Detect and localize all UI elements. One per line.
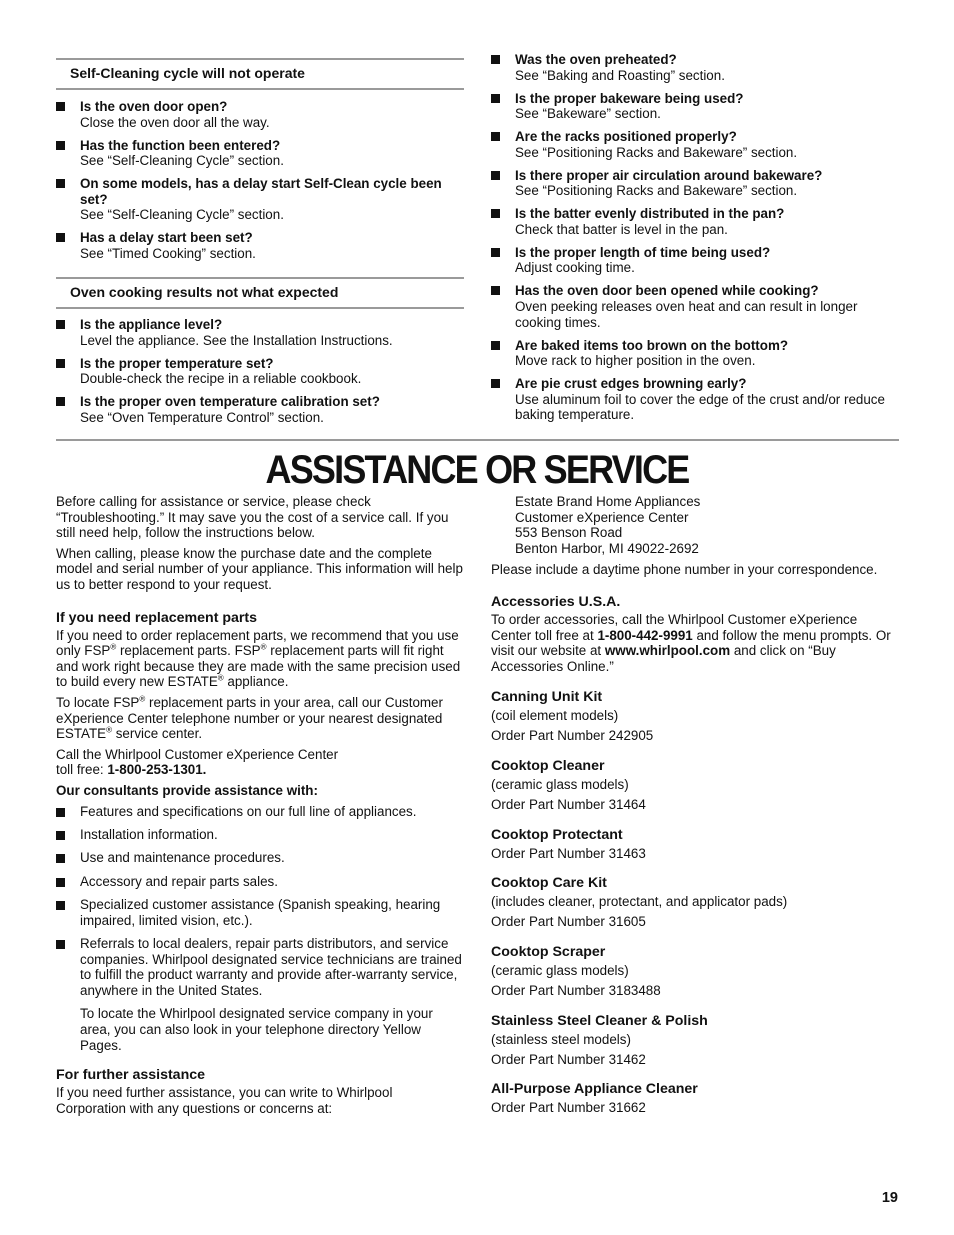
bullet-icon [491, 286, 500, 295]
self-clean-heading: Self-Cleaning cycle will not operate [56, 58, 464, 90]
list-item: Is the proper oven temperature calibration set? See “Oven Temperature Control” section. [56, 394, 464, 425]
bullet-icon [56, 854, 65, 863]
assistance-right-column [491, 494, 901, 1130]
bullet-icon [491, 55, 500, 64]
list-item: Is the appliance level? Level the appliance. See the Installation Instructions. [56, 317, 464, 348]
bullet-icon [56, 901, 65, 910]
locate-paragraph: To locate FSP® replacement parts in your area, call our Customer eXperience Center telephone number or your nearest designated ESTATE® service center. [56, 694, 443, 742]
bullet-icon [491, 341, 500, 350]
self-clean-section [56, 58, 464, 269]
product-entry: Cooktop Care Kit (includes cleaner, protectant, and applicator pads) Order Part Number 31605 [491, 875, 788, 930]
list-item: Features and specifications on our full line of appliances. [56, 804, 464, 820]
intro-paragraph: Before calling for assistance or service, please check “Troubleshooting.” It may save you the cost of a service call. If you still need help, follow the instructions below. [56, 494, 449, 541]
oven-results-section [56, 277, 464, 433]
list-item: Is the batter evenly distributed in the pan? Check that batter is level in the pan. [491, 206, 901, 237]
phone-note: Please include a daytime phone number in your correspondence. [491, 562, 878, 578]
list-item: Has a delay start been set? See “Timed Cooking” section. [56, 230, 464, 261]
product-entry: Cooktop Scraper (ceramic glass models) Order Part Number 3183488 [491, 944, 661, 999]
list-item: Has the oven door been opened while cooking? Oven peeking releases oven heat and can result in longer cooking times. [491, 283, 901, 330]
list-item: On some models, has a delay start Self-Clean cycle been set? See “Self-Cleaning Cycle” section. [56, 176, 464, 223]
list-item: Is there proper air circulation around bakeware? See “Positioning Racks and Bakeware” section. [491, 168, 901, 199]
bullet-icon [56, 141, 65, 150]
list-item: Use and maintenance procedures. [56, 850, 464, 866]
list-item: Is the proper bakeware being used? See “Bakeware” section. [491, 91, 901, 122]
bullet-icon [56, 808, 65, 817]
oven-results-continued-list [491, 52, 901, 423]
list-item: Are the racks positioned properly? See “Positioning Racks and Bakeware” section. [491, 129, 901, 160]
list-item: Are pie crust edges browning early? Use aluminum foil to cover the edge of the crust and/or reduce baking temperature. [491, 376, 901, 423]
section-divider [56, 439, 899, 441]
bullet-icon [491, 132, 500, 141]
list-item: Accessory and repair parts sales. [56, 874, 464, 890]
accessories-heading: Accessories U.S.A. [491, 593, 621, 610]
call-paragraph: Call the Whirlpool Customer eXperience Center toll free: 1-800-253-1301. [56, 746, 339, 778]
bullet-icon [56, 359, 65, 368]
bullet-icon [56, 940, 65, 949]
page-title: ASSISTANCE OR SERVICE [265, 446, 689, 492]
intro-paragraph: When calling, please know the purchase date and the complete model and serial number of your appliance. This information will help us to better respond to your request. [56, 545, 463, 592]
bullet-icon [491, 171, 500, 180]
list-item: Specialized customer assistance (Spanish speaking, hearing impaired, limited vision, etc.). [56, 897, 464, 928]
bullet-icon [56, 878, 65, 887]
yellow-pages-paragraph: To locate the Whirlpool designated service company in your area, you can also look in your telephone directory Yellow Pages. [80, 1006, 433, 1053]
bullet-icon [56, 179, 65, 188]
page-number: 19 [881, 1190, 898, 1206]
mailing-address: Estate Brand Home Appliances Customer eXperience Center 553 Benson Road Benton Harbor, MI 49022-2692 [515, 494, 701, 556]
consultants-list [56, 804, 464, 999]
bullet-icon [56, 397, 65, 406]
assistance-left-column [56, 494, 464, 1121]
product-entry: Cooktop Protectant Order Part Number 31463 [491, 826, 646, 861]
bullet-icon [56, 233, 65, 242]
bullet-icon [491, 209, 500, 218]
bullet-icon [56, 320, 65, 329]
bullet-icon [56, 102, 65, 111]
parts-heading: If you need replacement parts [56, 609, 258, 626]
product-entry: Cooktop Cleaner (ceramic glass models) Order Part Number 31464 [491, 758, 646, 813]
oven-results-continued [491, 52, 901, 430]
oven-results-heading: Oven cooking results not what expected [56, 277, 464, 309]
accessories-paragraph: To order accessories, call the Whirlpool Customer eXperience Center toll free at 1-800-442-9991 and follow the menu prompts. Or visit our website at www.whirlpool.com and click on “Buy Accessories Online.” [491, 611, 891, 674]
bullet-icon [491, 379, 500, 388]
product-entry: Stainless Steel Cleaner & Polish (stainless steel models) Order Part Number 31462 [491, 1012, 708, 1067]
product-entry: Canning Unit Kit (coil element models) Order Part Number 242905 [491, 689, 654, 744]
list-item: Is the proper temperature set? Double-check the recipe in a reliable cookbook. [56, 356, 464, 387]
phone-number: 1-800-253-1301. [107, 762, 207, 778]
bullet-icon [491, 94, 500, 103]
list-item: Is the oven door open? Close the oven door all the way. [56, 99, 464, 130]
bullet-icon [491, 248, 500, 257]
oven-results-list [56, 317, 464, 425]
list-item: Installation information. [56, 827, 464, 843]
list-item: Referrals to local dealers, repair parts distributors, and service companies. Whirlpool designated service technicians are trained to fulfill the product warranty and provide after-warranty service, anywhere in the United States. [56, 936, 464, 998]
list-item: Is the proper length of time being used? Adjust cooking time. [491, 245, 901, 276]
list-item: Was the oven preheated? See “Baking and Roasting” section. [491, 52, 901, 83]
phone-number: 1-800-442-9991 [597, 627, 693, 643]
product-entry: All-Purpose Appliance Cleaner Order Part Number 31662 [491, 1081, 698, 1116]
list-item: Are baked items too brown on the bottom? Move rack to higher position in the oven. [491, 338, 901, 369]
self-clean-list [56, 99, 464, 262]
further-paragraph: If you need further assistance, you can write to Whirlpool Corporation with any questions or concerns at: [56, 1085, 393, 1116]
list-item: Has the function been entered? See “Self-Cleaning Cycle” section. [56, 138, 464, 169]
consultants-heading: Our consultants provide assistance with: [56, 782, 318, 798]
parts-paragraph: If you need to order replacement parts, we recommend that you use only FSP® replacement parts. FSP® replacement parts will fit right and work right because they are made with the same precision used to build every new ESTATE® appliance. [56, 627, 461, 690]
website-link[interactable]: www.whirlpool.com [604, 643, 731, 659]
bullet-icon [56, 831, 65, 840]
further-heading: For further assistance [56, 1067, 206, 1084]
